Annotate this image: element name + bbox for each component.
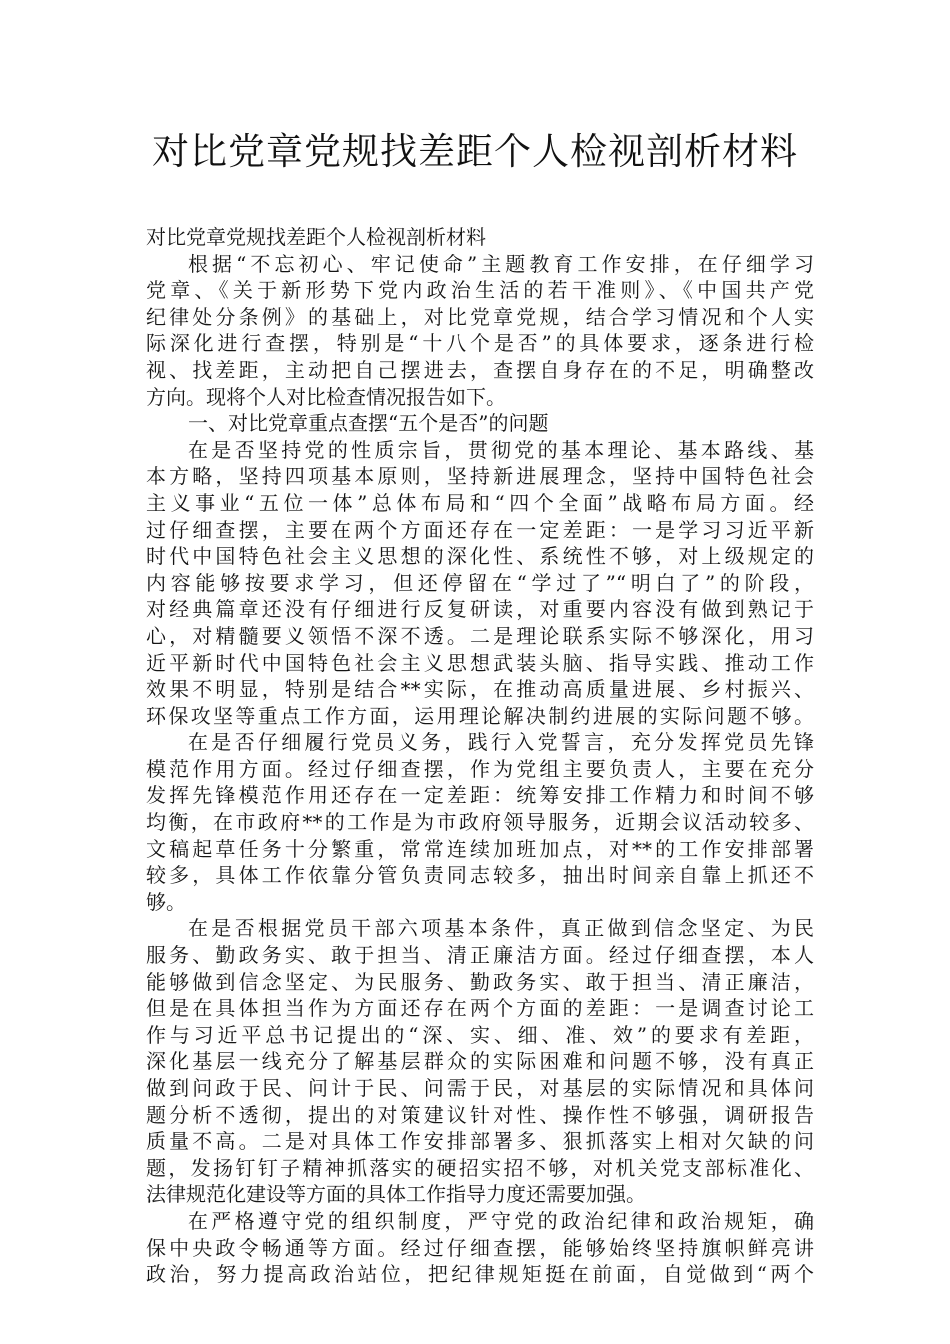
- document-title: 对比党章党规找差距个人检视剖析材料: [152, 130, 798, 173]
- body-line: 内容能够按要求学习，但还停留在“学过了”“明白了”的阶段，: [146, 570, 814, 595]
- body-line: 本方略，坚持四项基本原则，坚持新进展理念，坚持中国特色社会: [146, 464, 814, 489]
- body-line: 够。: [146, 889, 186, 914]
- body-line: 时代中国特色社会主义思想的深化性、系统性不够，对上级规定的: [146, 544, 814, 569]
- body-line: 近平新时代中国特色社会主义思想武装头脑、指导实践、推动工作: [146, 650, 814, 675]
- body-line: 均衡，在市政府**的工作是为市政府领导服务，近期会议活动较多、: [146, 810, 814, 835]
- body-line: 对比党章党规找差距个人检视剖析材料: [146, 225, 486, 249]
- document-body: [146, 224, 814, 1288]
- section-heading: 一、对比党章重点查摆“五个是否”的问题: [188, 411, 549, 436]
- body-line: 服务、勤政务实、敢于担当、清正廉洁方面。经过仔细查摆，本人: [146, 943, 814, 968]
- body-line: 对经典篇章还没有仔细进行反复研读，对重要内容没有做到熟记于: [146, 597, 814, 622]
- body-line: 根据“不忘初心、牢记使命”主题教育工作安排，在仔细学习: [188, 251, 814, 276]
- body-line: 题，发扬钉钉子精神抓落实的硬招实招不够，对机关党支部标准化、: [146, 1155, 814, 1180]
- body-line: 效果不明显，特别是结合**实际，在推动高质量进展、乡村振兴、: [146, 677, 814, 702]
- body-line: 质量不高。二是对具体工作安排部署多、狠抓落实上相对欠缺的问: [146, 1129, 814, 1154]
- body-line: 做到问政于民、问计于民、问需于民，对基层的实际情况和具体问: [146, 1076, 814, 1100]
- body-line: 法律规范化建设等方面的具体工作指导力度还需要加强。: [146, 1182, 646, 1207]
- body-line: 保中央政令畅通等方面。经过仔细查摆，能够始终坚持旗帜鲜亮讲: [146, 1235, 814, 1260]
- body-line: 纪律处分条例》的基础上，对比党章党规，结合学习情况和个人实: [146, 304, 814, 329]
- body-line: 主义事业“五位一体”总体布局和“四个全面”战略布局方面。经: [146, 490, 814, 515]
- body-line: 视、找差距，主动把自己摆进去，查摆自身存在的不足，明确整改: [146, 357, 814, 382]
- body-line: 能够做到信念坚定、为民服务、勤政务实、敢于担当、清正廉洁，: [146, 969, 814, 994]
- body-line: 在是否坚持党的性质宗旨，贯彻党的基本理论、基本路线、基: [188, 437, 814, 462]
- body-line: 心，对精髓要义领悟不深不透。二是理论联系实际不够深化，用习: [146, 623, 814, 648]
- body-line: 模范作用方面。经过仔细查摆，作为党组主要负责人，主要在充分: [146, 756, 814, 781]
- body-line: 深化基层一线充分了解基层群众的实际困难和问题不够，没有真正: [146, 1049, 814, 1074]
- body-line: 发挥先锋模范作用还存在一定差距：统筹安排工作精力和时间不够: [146, 783, 814, 808]
- body-line: 但是在具体担当作为方面还存在两个方面的差距：一是调查讨论工: [146, 996, 814, 1021]
- body-line: 党章、《关于新形势下党内政治生活的若干准则》、《中国共产党: [146, 278, 814, 303]
- body-line: 方向。现将个人对比检查情况报告如下。: [146, 384, 506, 409]
- body-line: 在严格遵守党的组织制度，严守党的政治纪律和政治规矩，确: [188, 1208, 814, 1233]
- body-line: 环保攻坚等重点工作方面，运用理论解决制约进展的实际问题不够。: [146, 703, 814, 728]
- body-line: 际深化进行查摆，特别是“十八个是否”的具体要求，逐条进行检: [146, 331, 814, 356]
- body-line: 作与习近平总书记提出的“深、实、细、准、效”的要求有差距，: [146, 1022, 814, 1047]
- body-line: 题分析不透彻，提出的对策建议针对性、操作性不够强，调研报告: [146, 1102, 814, 1127]
- body-line: 政治，努力提高政治站位，把纪律规矩挺在前面，自觉做到“两个: [146, 1262, 814, 1287]
- body-line: 过仔细查摆，主要在两个方面还存在一定差距：一是学习习近平新: [146, 517, 814, 542]
- body-line: 在是否根据党员干部六项基本条件，真正做到信念坚定、为民: [188, 916, 814, 941]
- body-line: 文稿起草任务十分繁重，常常连续加班加点，对**的工作安排部署: [146, 836, 814, 861]
- body-line: 较多，具体工作依靠分管负责同志较多，抽出时间亲自靠上抓还不: [146, 863, 814, 888]
- body-line: 在是否仔细履行党员义务，践行入党誓言，充分发挥党员先锋: [188, 730, 814, 755]
